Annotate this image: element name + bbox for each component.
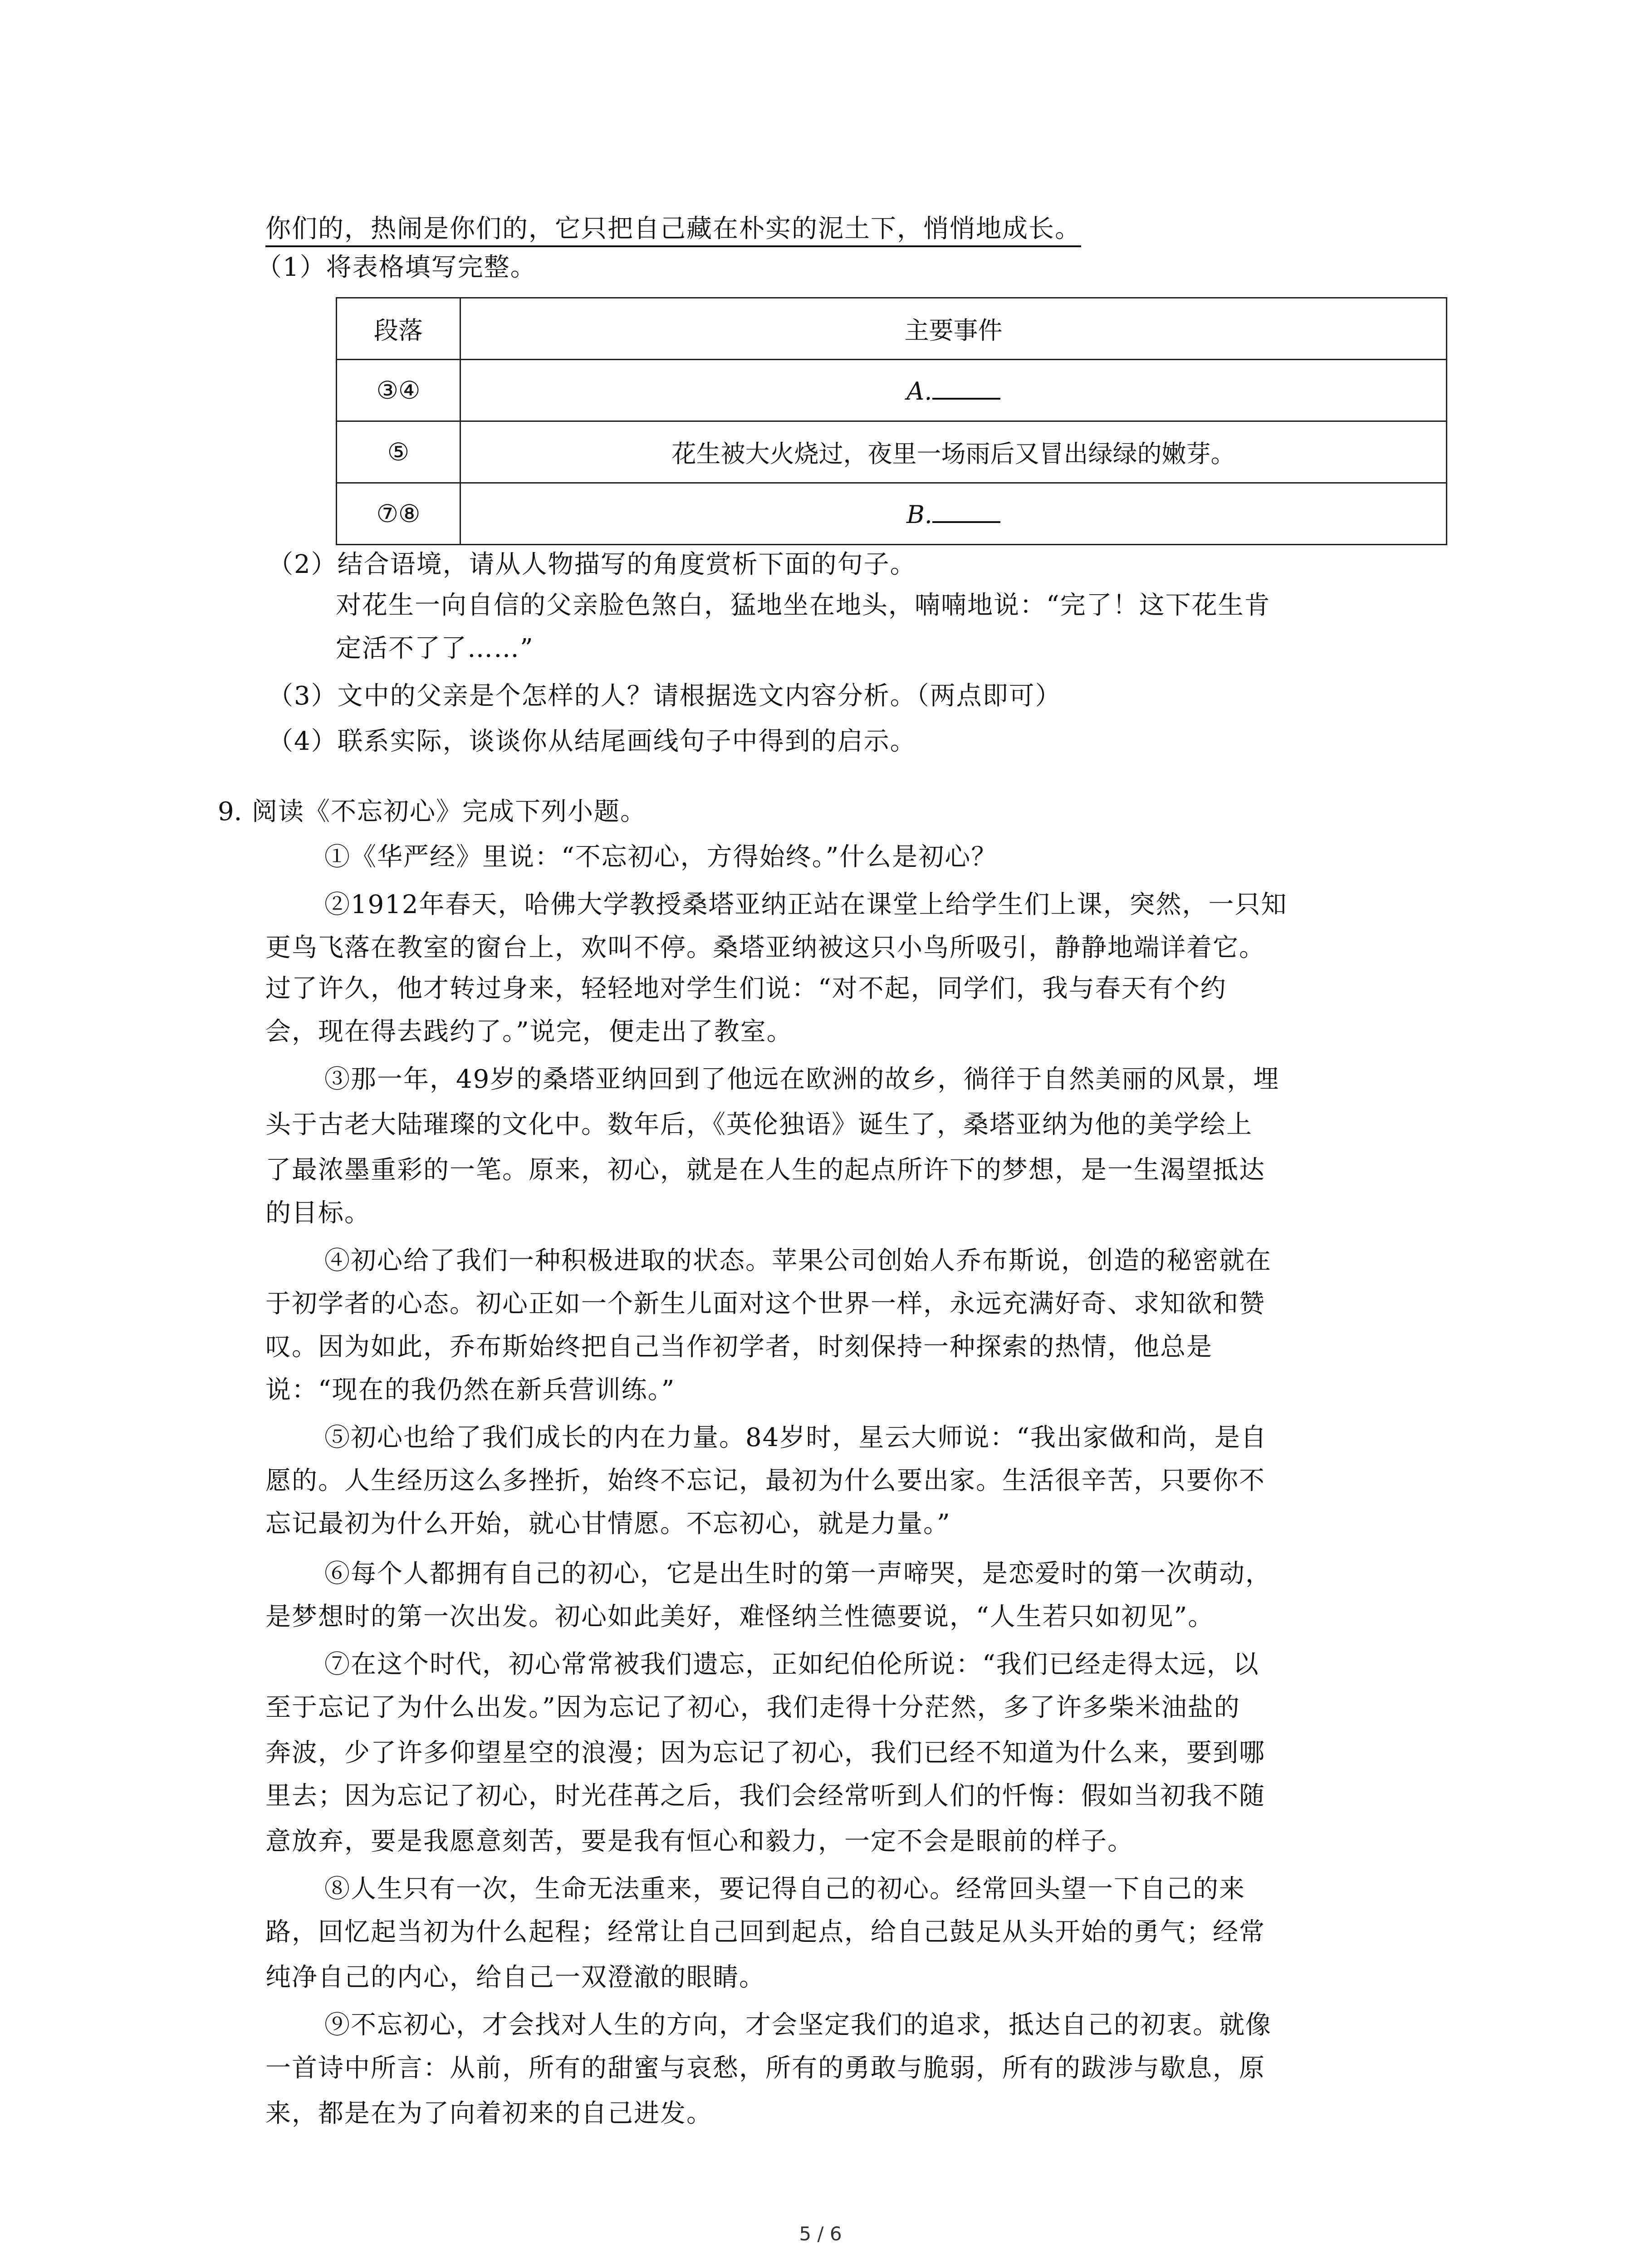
passage-line: ①《华严经》里说：“不忘初心，方得始终。”什么是初心？ [324,842,998,872]
table-header-row [337,298,1447,360]
passage-line: 了最浓墨重彩的一笔。原来，初心，就是在人生的起点所许下的梦想，是一生渴望抵达 [265,1155,1265,1185]
events-table [336,297,1447,545]
answer-label-a: A. [906,377,932,406]
passage-line: 说：“现在的我仍然在新兵营训练。” [265,1375,676,1405]
passage-line: ④初心给了我们一种积极进取的状态。苹果公司创始人乔布斯说，创造的秘密就在 [324,1246,1272,1276]
question-title: 阅读《不忘初心》完成下列小题。 [252,797,647,826]
passage-line: 会，现在得去践约了。”说完，便走出了教室。 [265,1017,793,1046]
question-number: 9. [218,797,242,826]
table-cell-paragraph: ③④ [337,360,460,421]
table-cell-paragraph: ⑤ [337,421,460,483]
passage-line: ⑤初心也给了我们成长的内在力量。84岁时，星云大师说：“我出家做和尚，是自 [324,1423,1267,1452]
sub-question-2: （2）结合语境，请从人物描写的角度赏析下面的句子。 [268,550,916,579]
sub-question-2-quote-line-1: 对花生一向自信的父亲脸色煞白，猛地坐在地头，喃喃地说：“完了！这下花生肯 [336,591,1271,620]
passage-line: ⑦在这个时代，初心常常被我们遗忘，正如纪伯伦所说：“我们已经走得太远，以 [324,1650,1259,1679]
answer-blank-a[interactable] [932,375,1000,400]
table-cell-paragraph: ⑦⑧ [337,483,460,545]
passage-line: 意放弃，要是我愿意刻苦，要是我有恒心和毅力，一定不会是眼前的样子。 [265,1827,1134,1856]
passage-line: ⑧人生只有一次，生命无法重来，要记得自己的初心。经常回头望一下自己的来 [324,1874,1245,1904]
sub-question-2-quote-line-2: 定活不了了……” [336,634,534,663]
passage-line: ②1912年春天，哈佛大学教授桑塔亚纳正站在课堂上给学生们上课，突然，一只知 [324,890,1288,919]
passage-line: 更鸟飞落在教室的窗台上，欢叫不停。桑塔亚纳被这只小鸟所吸引，静静地端详着它。 [265,933,1265,963]
answer-label-b: B. [906,500,932,529]
passage-line: 里去；因为忘记了初心，时光荏苒之后，我们会经常听到人们的忏悔：假如当初我不随 [265,1781,1265,1811]
table-header-main-event: 主要事件 [460,298,1447,360]
passage-line: 是梦想时的第一次出发。初心如此美好，难怪纳兰性德要说，“人生若只如初见”。 [265,1602,1215,1632]
table-header-paragraph: 段落 [337,298,460,360]
passage-line: 愿的。人生经历这么多挫折，始终不忘记，最初为什么要出家。生活很辛苦，只要你不 [265,1466,1265,1496]
passage-line: 叹。因为如此，乔布斯始终把自己当作初学者，时刻保持一种探索的热情，他总是 [265,1332,1213,1362]
passage-line: 奔波，少了许多仰望星空的浪漫；因为忘记了初心，我们已经不知道为什么来，要到哪 [265,1738,1265,1768]
table-cell-event: 花生被大火烧过，夜里一场雨后又冒出绿绿的嫩芽。 [460,421,1447,483]
table-cell-event [460,483,1447,545]
passage-line: 路，回忆起当初为什么起程；经常让自己回到起点，给自己鼓足从头开始的勇气；经常 [265,1917,1265,1947]
table-row [337,483,1447,545]
sub-question-3: （3）文中的父亲是个怎样的人？请根据选文内容分析。（两点即可） [268,681,1062,711]
passage-line: 过了许久，他才转过身来，轻轻地对学生们说：“对不起，同学们，我与春天有个约 [265,974,1227,1003]
passage-line: ③那一年，49岁的桑塔亚纳回到了他远在欧洲的故乡，徜徉于自然美丽的风景，埋 [324,1065,1280,1094]
intro-underlined-sentence: 你们的，热闹是你们的，它只把自己藏在朴实的泥土下，悄悄地成长。 [265,211,1081,247]
passage-line: 来，都是在为了向着初来的自己进发。 [265,2099,713,2128]
passage-line: 一首诗中所言：从前，所有的甜蜜与哀愁，所有的勇敢与脆弱，所有的跋涉与歇息，原 [265,2053,1265,2083]
table-row [337,360,1447,421]
page-number: 5 / 6 [799,2223,842,2245]
passage-line: ⑨不忘初心，才会找对人生的方向，才会坚定我们的追求，抵达自己的初衷。就像 [324,2010,1272,2040]
passage-line: 于初学者的心态。初心正如一个新生儿面对这个世界一样，永远充满好奇、求知欲和赞 [265,1289,1265,1319]
passage-line: 头于古老大陆璀璨的文化中。数年后，《英伦独语》诞生了，桑塔亚纳为他的美学绘上 [265,1110,1253,1139]
passage-line: 忘记最初为什么开始，就心甘情愿。不忘初心，就是力量。” [265,1509,951,1539]
passage-line: 的目标。 [265,1198,371,1228]
table-cell-event [460,360,1447,421]
sub-question-1: （1）将表格填写完整。 [256,253,537,282]
table-row [337,421,1447,483]
passage-line: 纯净自己的内心，给自己一双澄澈的眼睛。 [265,1963,765,1992]
answer-blank-b[interactable] [932,499,1000,523]
sub-question-4: （4）联系实际，谈谈你从结尾画线句子中得到的启示。 [268,727,916,756]
passage-line: ⑥每个人都拥有自己的初心，它是出生时的第一声啼哭，是恋爱时的第一次萌动， [324,1559,1272,1589]
passage-line: 至于忘记了为什么出发。”因为忘记了初心，我们走得十分茫然，多了许多柴米油盐的 [265,1693,1240,1722]
